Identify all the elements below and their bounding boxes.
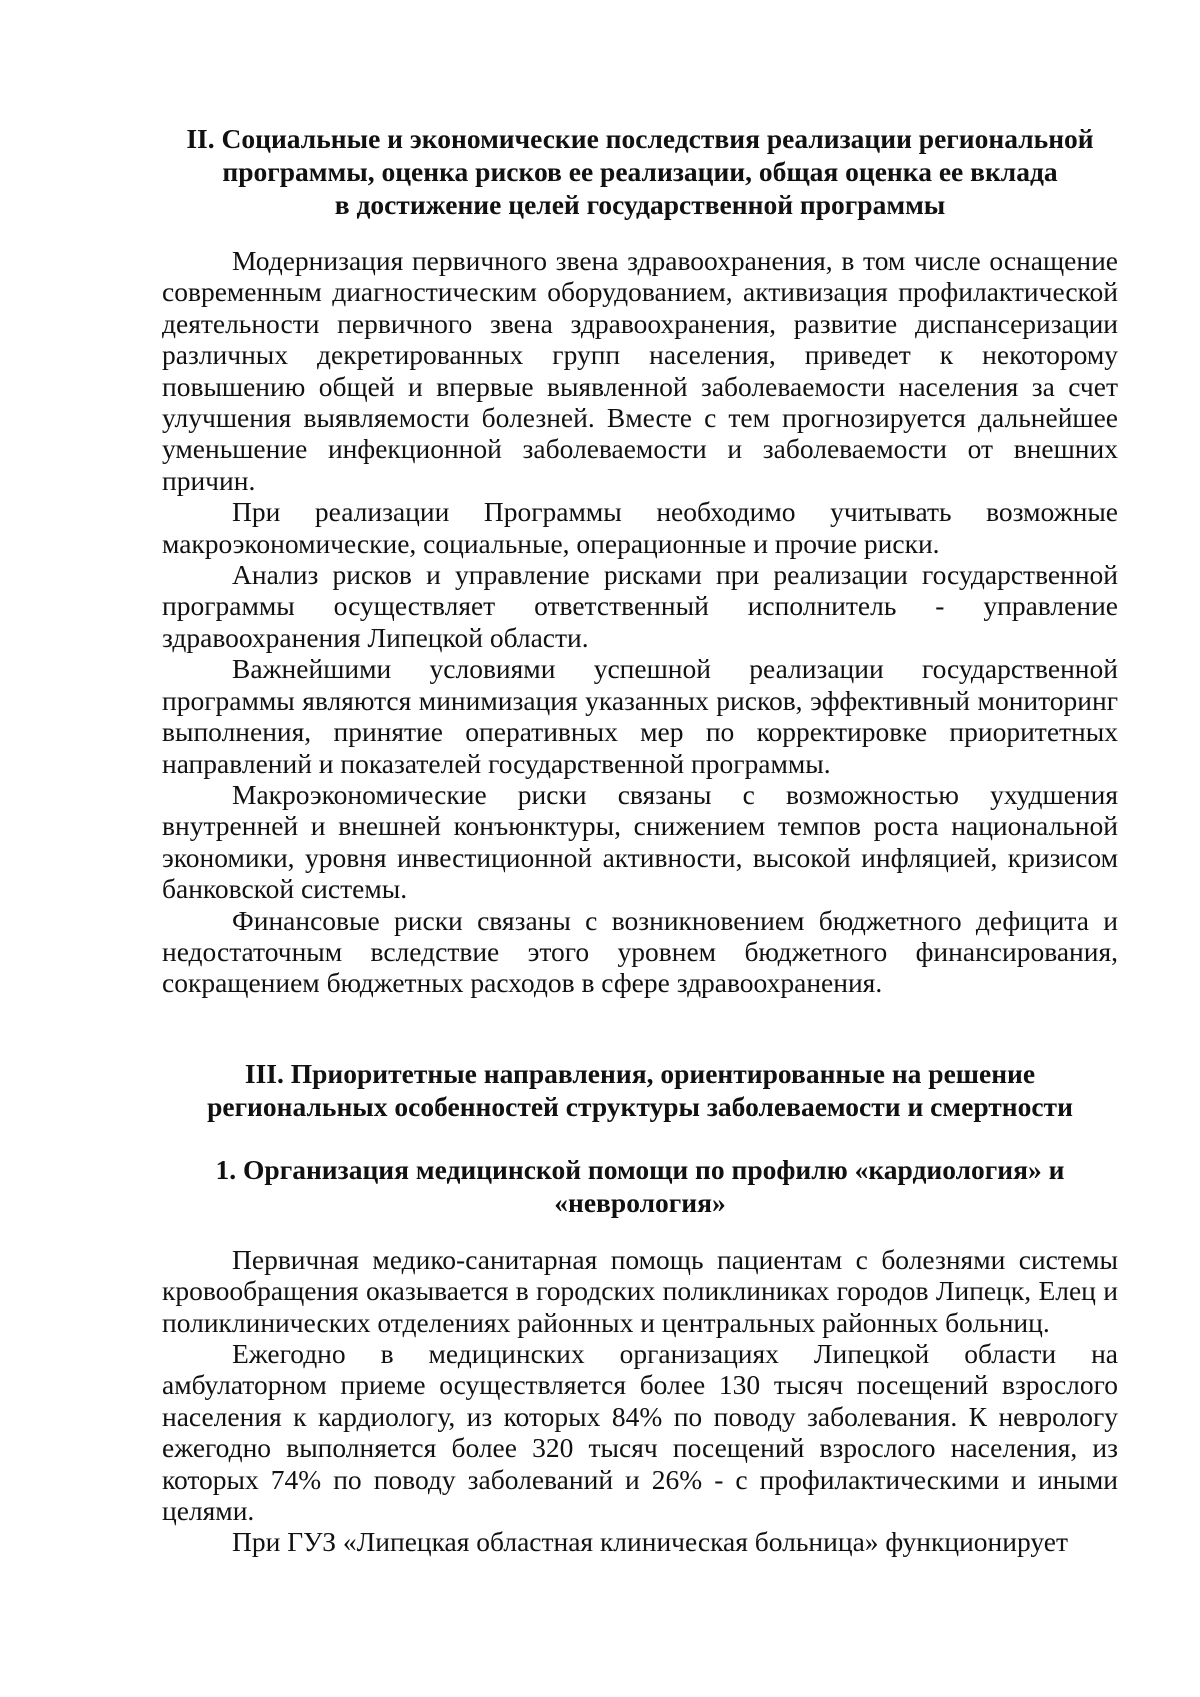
- paragraph: При ГУЗ «Липецкая областная клиническая больница» функционирует: [232, 1526, 1068, 1558]
- section-3-heading: [162, 1057, 1118, 1123]
- heading-line: в достижение целей государственной программы: [334, 189, 946, 220]
- heading-line: программы, оценка рисков ее реализации, общая оценка ее вклада: [222, 156, 1058, 187]
- heading-line: III. Приоритетные направления, ориентированные на решение: [244, 1057, 1036, 1089]
- paragraph: Важнейшими условиями успешной реализации государственной программы являются минимизация указанных рисков, эффективный мониторинг выполнения, принятие оперативных мер по корректировке приоритетных направлений и показателей государственной программы.: [162, 653, 1118, 779]
- heading-line: «неврология»: [554, 1186, 726, 1218]
- paragraph: При реализации Программы необходимо учитывать возможные макроэкономические, социальные, операционные и прочие риски.: [162, 496, 1118, 559]
- paragraph: Модернизация первичного звена здравоохранения, в том числе оснащение современным диагностическим оборудованием, активизация профилактической деятельности первичного звена здравоохранения, развитие диспансеризации различных декретированных групп населения, приведет к некоторому повышению общей и впервые выявленной заболеваемости населения за счет улучшения выявляемости болезней. Вместе с тем прогнозируется дальнейшее уменьшение инфекционной заболеваемости и заболеваемости от внешних причин.: [162, 245, 1118, 496]
- paragraph: Макроэкономические риски связаны с возможностью ухудшения внутренней и внешней конъюнктуры, снижением темпов роста национальной экономики, уровня инвестиционной активности, высокой инфляцией, кризисом банковской системы.: [162, 778, 1118, 905]
- heading-line: региональных особенностей структуры заболеваемости и смертности: [207, 1090, 1073, 1122]
- heading-line: 1. Организация медицинской помощи по профилю «кардиология» и: [215, 1153, 1065, 1185]
- paragraph: Анализ рисков и управление рисками при реализации государственной программы осуществляет ответственный исполнитель - управление здравоохранения Липецкой области.: [162, 559, 1118, 653]
- paragraph: Ежегодно в медицинских организациях Липецкой области на амбулаторном приеме осуществляется более 130 тысяч посещений взрослого населения к кардиологу, из которых 84% по поводу заболевания. К неврологу ежегодно выполняется более 320 тысяч посещений взрослого населения, из которых 74% по поводу заболеваний и 26% - с профилактическими и иными целями.: [162, 1337, 1118, 1526]
- paragraph: Первичная медико-санитарная помощь пациентам с болезнями системы кровообращения оказывается в городских поликлиниках городов Липецк, Елец и поликлинических отделениях районных и центральных районных больниц.: [162, 1243, 1118, 1338]
- section-2-heading: [162, 122, 1118, 221]
- subsection-1-body: [162, 1244, 1118, 1558]
- heading-line: II. Социальные и экономические последствия реализации региональной: [186, 123, 1094, 154]
- subsection-1-heading: [162, 1153, 1118, 1219]
- paragraph: Финансовые риски связаны с возникновением бюджетного дефицита и недостаточным вследствие этого уровнем бюджетного финансирования, сокращением бюджетных расходов в сфере здравоохранения.: [162, 904, 1118, 999]
- section-2-body: [162, 245, 1118, 999]
